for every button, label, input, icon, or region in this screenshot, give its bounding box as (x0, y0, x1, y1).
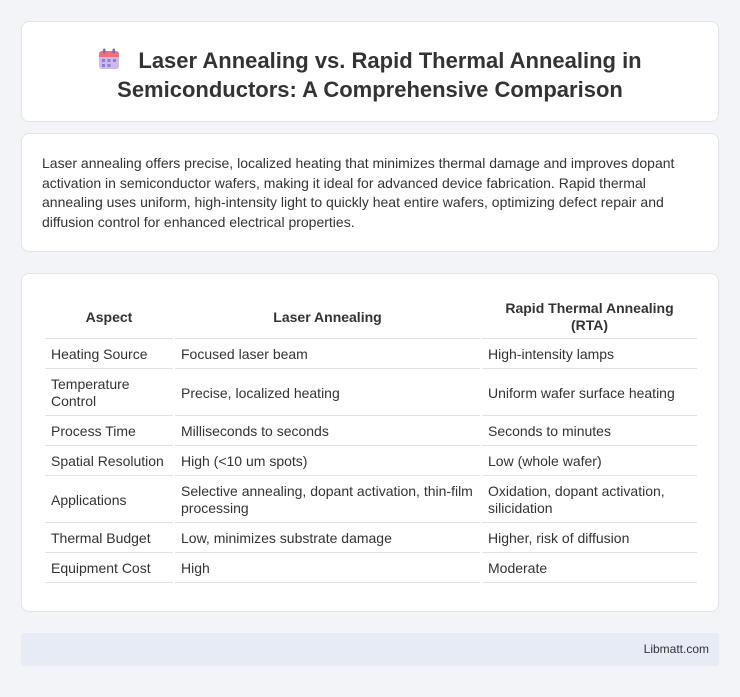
table-row (45, 371, 697, 416)
cell-rta: Seconds to minutes (482, 418, 697, 446)
footer (21, 633, 719, 666)
cell-laser: High (<10 um spots) (175, 448, 480, 476)
cell-aspect: Spatial Resolution (45, 448, 173, 476)
cell-aspect: Equipment Cost (45, 555, 173, 583)
table-row (45, 478, 697, 523)
summary-card (21, 133, 719, 252)
header-laser-annealing: Laser Annealing (175, 296, 480, 339)
comparison-table (43, 294, 699, 585)
cell-rta: Uniform wafer surface heating (482, 371, 697, 416)
table-row (45, 555, 697, 583)
page-title (22, 46, 718, 104)
cell-laser: Low, minimizes substrate damage (175, 525, 480, 553)
summary-text: Laser annealing offers precise, localized heating that minimizes thermal damage and improves dopant activation in semiconductor wafers, making it ideal for advanced device fabrication. Rapid thermal annealing uses uniform, high-intensity light to quickly heat entire wafers, optimizing defect repair and diffusion control for enhanced electrical properties. (42, 155, 675, 230)
header-aspect: Aspect (45, 296, 173, 339)
cell-aspect: Process Time (45, 418, 173, 446)
table-header-row (45, 296, 697, 339)
cell-rta: Oxidation, dopant activation, silicidation (482, 478, 697, 523)
cell-laser: High (175, 555, 480, 583)
cell-aspect: Heating Source (45, 341, 173, 369)
cell-laser: Focused laser beam (175, 341, 480, 369)
comparison-card (21, 273, 719, 612)
cell-rta: Low (whole wafer) (482, 448, 697, 476)
table-row (45, 448, 697, 476)
page-title-text: Laser Annealing vs. Rapid Thermal Annealing in Semiconductors: A Comprehensive Comparison (117, 48, 642, 102)
cell-rta: Moderate (482, 555, 697, 583)
cell-aspect: Temperature Control (45, 371, 173, 416)
table-row (45, 341, 697, 369)
cell-laser: Selective annealing, dopant activation, thin-film processing (175, 478, 480, 523)
table-row (45, 525, 697, 553)
footer-brand: Libmatt.com (643, 642, 709, 656)
cell-laser: Precise, localized heating (175, 371, 480, 416)
table-row (45, 418, 697, 446)
cell-aspect: Applications (45, 478, 173, 523)
header-rta: Rapid Thermal Annealing (RTA) (482, 296, 697, 339)
calendar-icon (98, 48, 120, 70)
cell-rta: Higher, risk of diffusion (482, 525, 697, 553)
cell-laser: Milliseconds to seconds (175, 418, 480, 446)
cell-rta: High-intensity lamps (482, 341, 697, 369)
cell-aspect: Thermal Budget (45, 525, 173, 553)
title-card (21, 21, 719, 122)
